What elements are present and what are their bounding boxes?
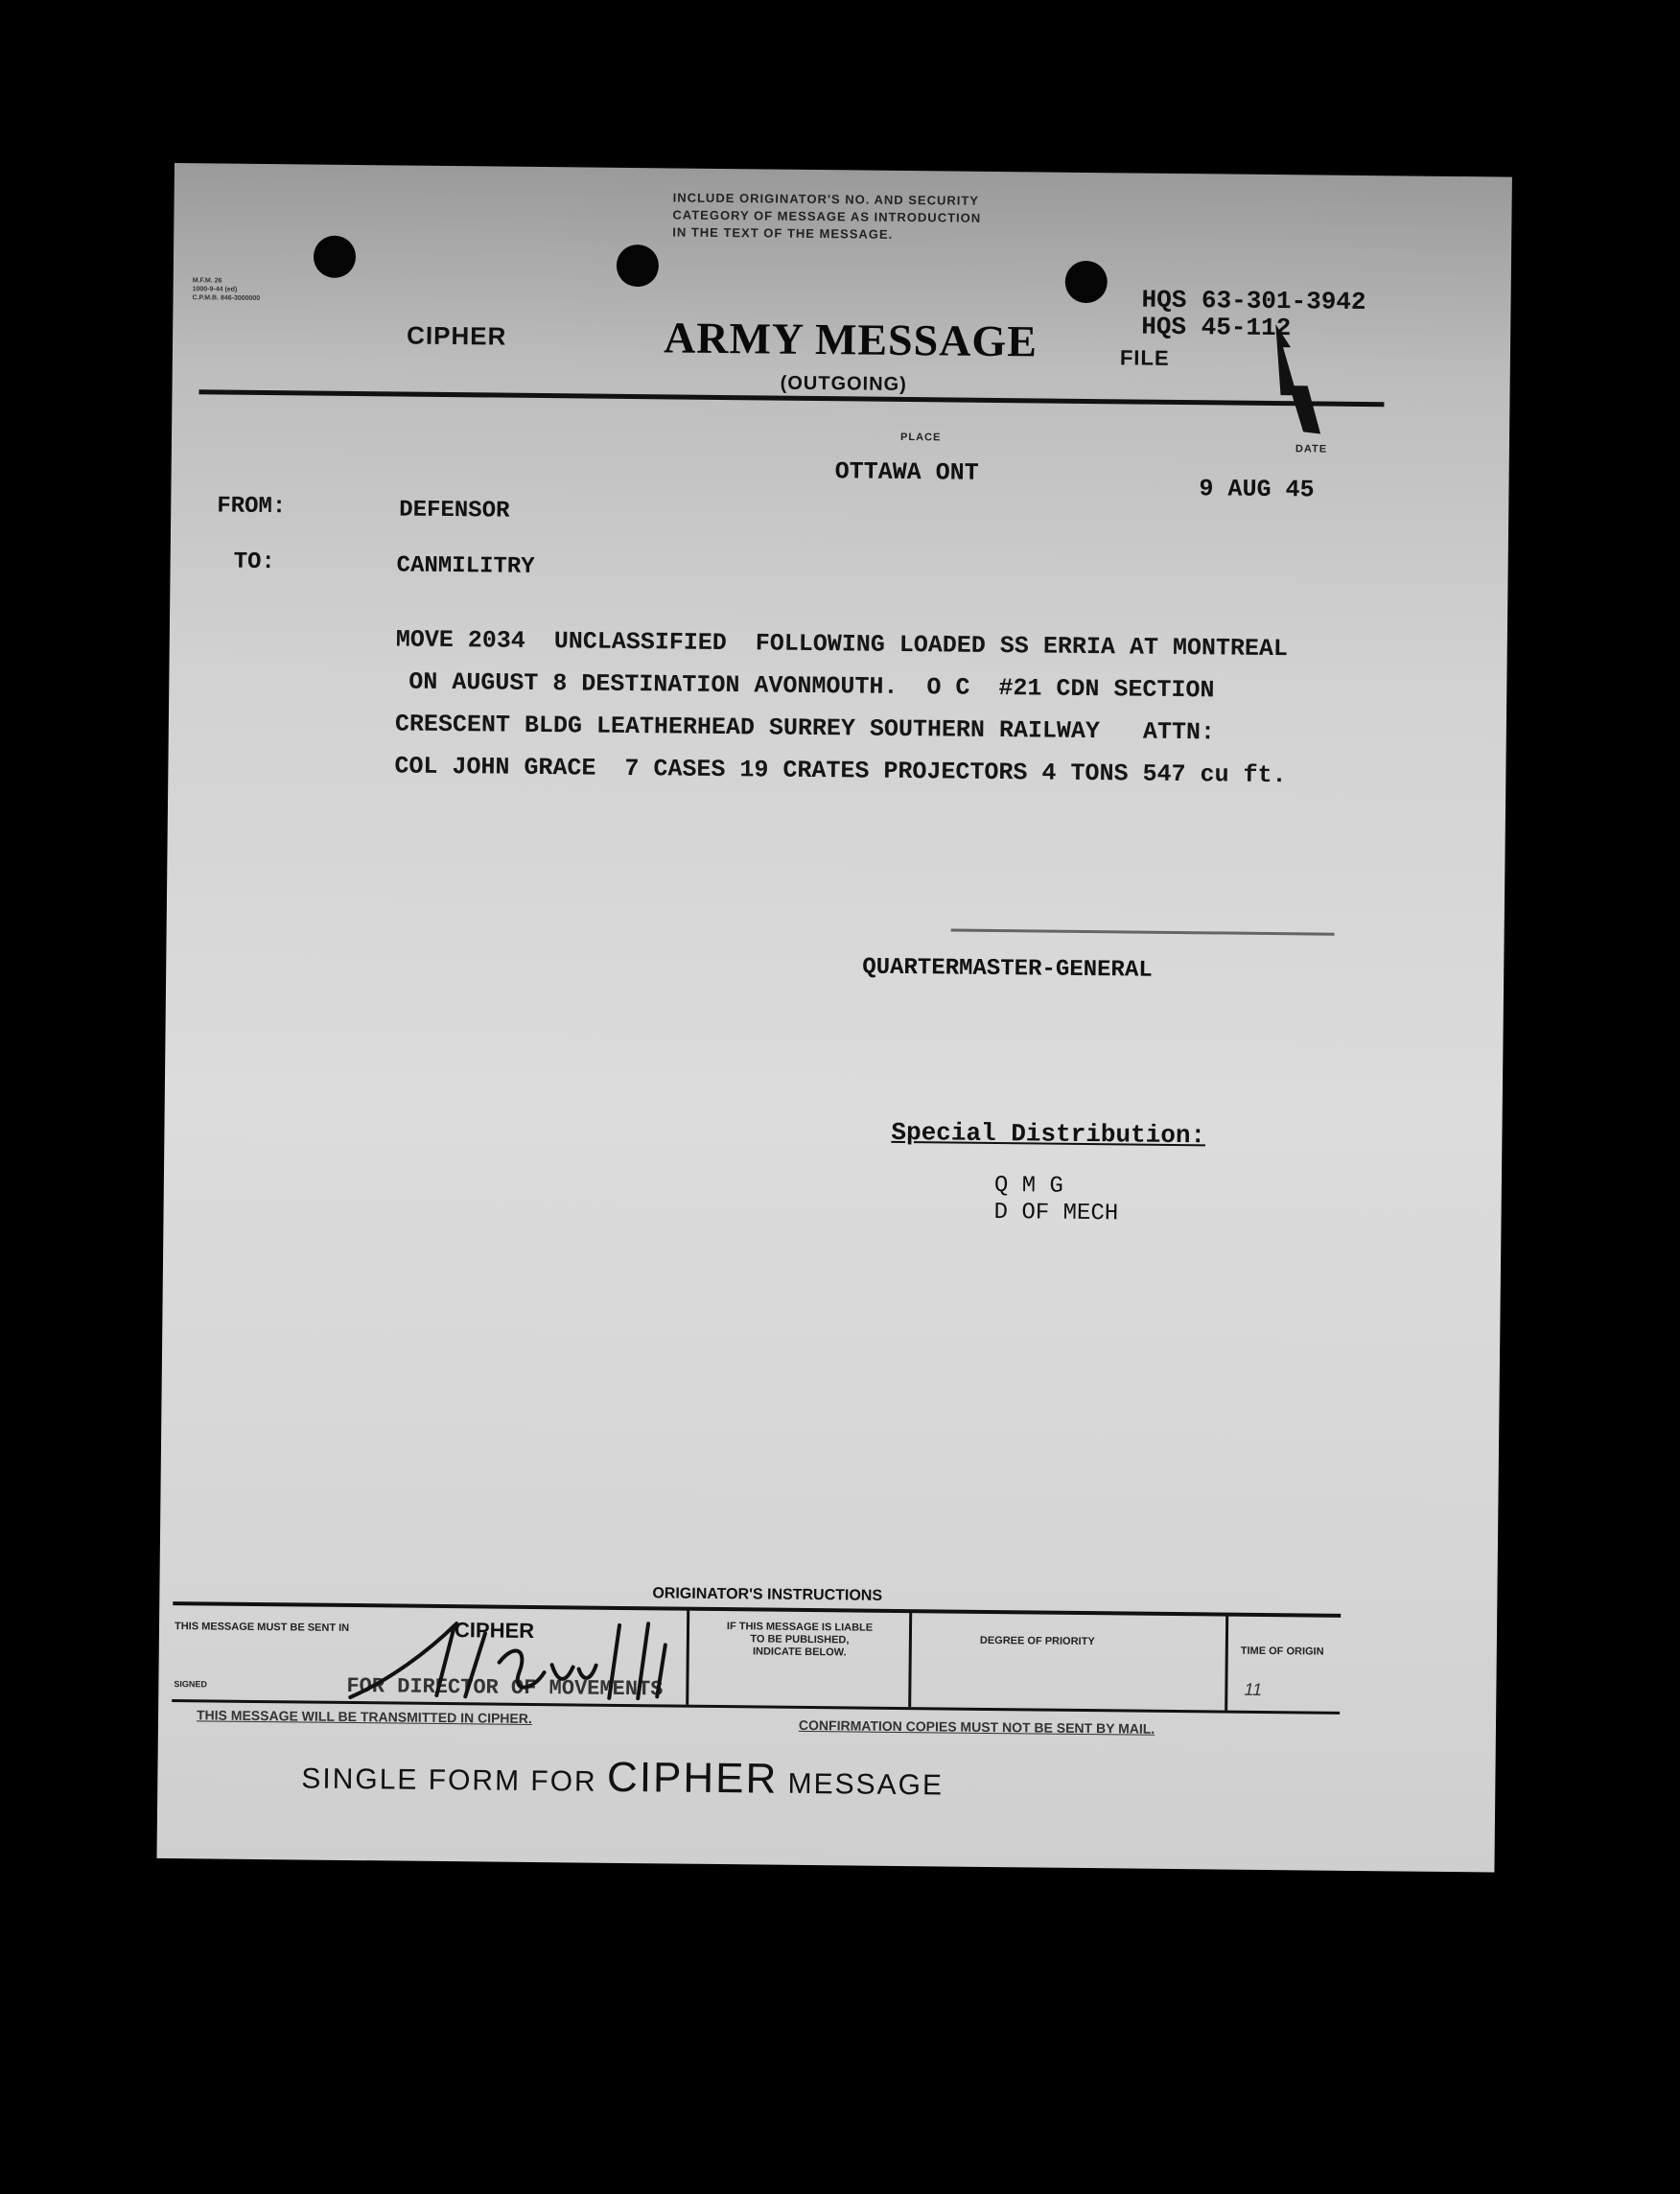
- footer-divider-2: [908, 1611, 912, 1707]
- distribution-item: D OF MECH: [993, 1200, 1119, 1227]
- arrow-mark-icon: [1265, 318, 1333, 454]
- confirmation-note: CONFIRMATION COPIES MUST NOT BE SENT BY MAIL.: [798, 1716, 1155, 1737]
- published-label-line: IF THIS MESSAGE IS LIABLE: [726, 1621, 874, 1634]
- form-code: [192, 276, 260, 303]
- distribution-item: Q M G: [993, 1173, 1064, 1200]
- punch-hole-left: [314, 236, 356, 278]
- form-code-line: 1000-9-44 (ed): [192, 286, 238, 293]
- body-line: COL JOHN GRACE 7 CASES 19 CRATES PROJECTORS 4 TONS 547 cu ft.: [394, 752, 1287, 790]
- form-title: ARMY MESSAGE: [663, 313, 1038, 366]
- signed-label: SIGNED: [174, 1679, 207, 1690]
- time-origin-label: TIME OF ORIGIN: [1240, 1645, 1324, 1658]
- distribution-label: Special Distribution:: [891, 1117, 1206, 1151]
- file-ref: HQS 63-301-3942: [1141, 285, 1366, 317]
- signature-block: QUARTERMASTER-GENERAL: [862, 954, 1153, 984]
- from-value: DEFENSOR: [399, 497, 510, 525]
- handwritten-signature: [331, 1603, 715, 1722]
- form-code-line: C.P.M.B. 846-3000000: [192, 294, 261, 302]
- body-line: MOVE 2034 UNCLASSIFIED FOLLOWING LOADED SS ERRIA AT MONTREAL: [395, 625, 1289, 664]
- published-label: [704, 1621, 896, 1660]
- instruction-line: IN THE TEXT OF THE MESSAGE.: [672, 224, 894, 242]
- to-value: CANMILITRY: [396, 552, 535, 580]
- transmit-note: THIS MESSAGE WILL BE TRANSMITTED IN CIPHER.: [196, 1707, 532, 1726]
- place-value: OTTAWA ONT: [834, 457, 979, 487]
- from-label: FROM:: [217, 493, 287, 521]
- punch-hole-right: [1065, 261, 1108, 303]
- date-value: 9 AUG 45: [1199, 475, 1315, 504]
- form-subtitle: (OUTGOING): [780, 372, 907, 396]
- priority-label: DEGREE OF PRIORITY: [979, 1634, 1095, 1648]
- signed-for: FOR DIRECTOR OF MOVEMENTS: [346, 1673, 664, 1702]
- originator-instructions-title: ORIGINATOR'S INSTRUCTIONS: [652, 1585, 883, 1604]
- form-footer-cipher: CIPHER: [606, 1753, 779, 1803]
- place-label: PLACE: [899, 431, 942, 444]
- date-label: DATE: [1295, 443, 1328, 455]
- published-label-line: TO BE PUBLISHED,: [750, 1633, 850, 1646]
- must-be-sent-value: CIPHER: [454, 1618, 535, 1644]
- to-label: TO:: [233, 548, 276, 576]
- smudge-line: [951, 929, 1335, 936]
- form-footer: [301, 1750, 944, 1805]
- message-body: [394, 625, 1412, 805]
- instruction-line: CATEGORY OF MESSAGE AS INTRODUCTION: [672, 207, 982, 225]
- form-code-line: M.F.M. 26: [192, 277, 222, 285]
- form-footer-text: SINGLE FORM FOR: [301, 1762, 608, 1798]
- footer-divider-3: [1225, 1615, 1228, 1711]
- file-label: FILE: [1119, 345, 1170, 370]
- security-instructions: [672, 189, 1076, 245]
- distribution-list: [993, 1173, 1118, 1227]
- must-be-sent-label: THIS MESSAGE MUST BE SENT IN: [174, 1621, 350, 1634]
- form-footer-text: MESSAGE: [778, 1767, 945, 1802]
- punch-hole-middle: [617, 245, 659, 287]
- published-label-line: INDICATE BELOW.: [752, 1646, 847, 1659]
- file-ref: HQS 45-112: [1141, 312, 1292, 343]
- instruction-line: INCLUDE ORIGINATOR'S NO. AND SECURITY: [672, 190, 980, 208]
- army-message-form: [156, 163, 1511, 1873]
- time-origin-value: 11: [1244, 1679, 1263, 1699]
- cipher-label: CIPHER: [406, 320, 507, 351]
- body-line: CRESCENT BLDG LEATHERHEAD SURREY SOUTHERN RAILWAY ATTN:: [394, 710, 1216, 747]
- body-line: ON AUGUST 8 DESTINATION AVONMOUTH. O C #21 CDN SECTION: [408, 667, 1215, 705]
